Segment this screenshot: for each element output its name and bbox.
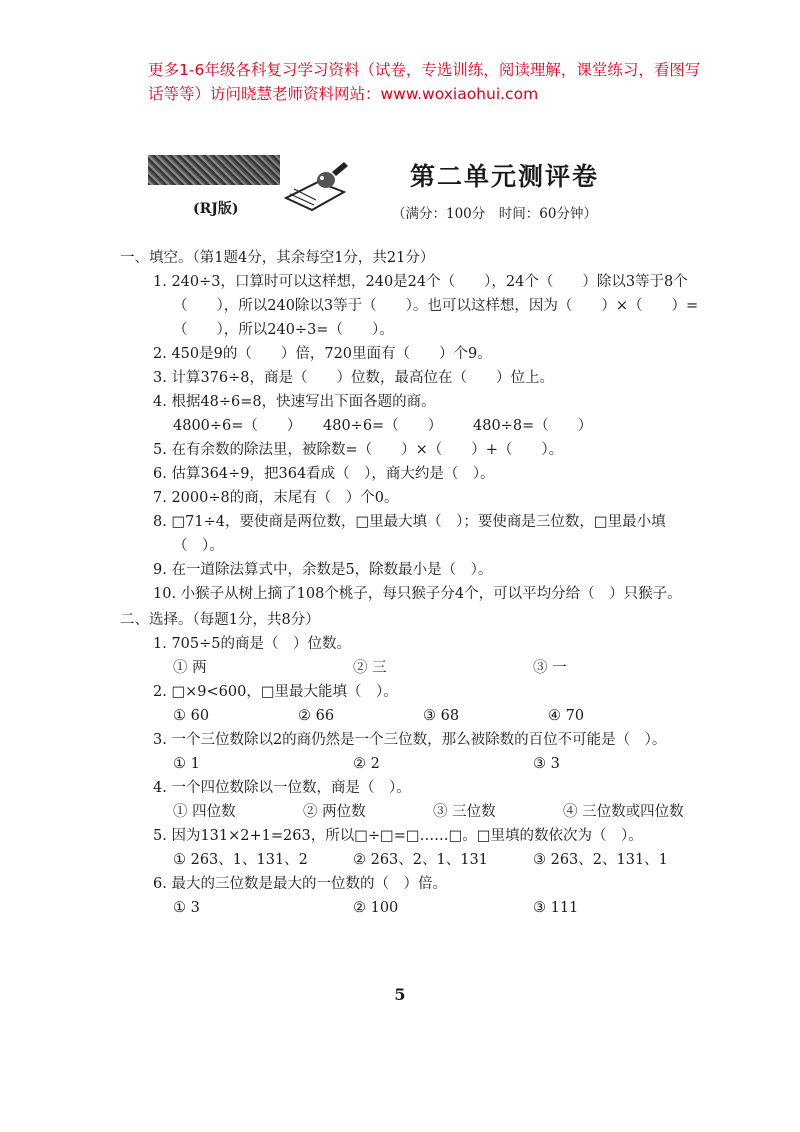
option: ③ 3 bbox=[533, 756, 560, 772]
question: 1. 240÷3，口算时可以这样想，240是24个（ ），24个（ ）除以3等于8个（ ），所以240除以3等于（ ）。也可以这样想，因为（ ）×（ ）=（ ），所以240÷3=（ ）。 bbox=[153, 274, 699, 338]
edition-label: (RJ版) bbox=[193, 201, 239, 217]
option: ② 2 bbox=[353, 756, 380, 772]
question: 2. □×9<600，□里最大能填（ ）。 bbox=[153, 684, 398, 700]
option: ② 263、2、1、131 bbox=[353, 852, 488, 868]
option: ③ 111 bbox=[533, 900, 579, 916]
question: 8. □71÷4，要使商是两位数，□里最大填（ ）；要使商是三位数，□里最小填（ ）。 bbox=[153, 514, 666, 554]
option: ③ 一 bbox=[533, 660, 567, 676]
option: ④ 70 bbox=[548, 708, 585, 724]
question: 6. 估算364÷9，把364看成（ ），商大约是（ ）。 bbox=[153, 466, 495, 482]
question: 9. 在一道除法算式中，余数是5，除数最小是（ ）。 bbox=[153, 562, 493, 578]
options bbox=[120, 752, 700, 776]
option: ② 两位数 bbox=[303, 804, 366, 820]
option: ① 四位数 bbox=[173, 804, 236, 820]
section-heading: 一、填空。（第1题4分，其余每空1分，共21分） bbox=[120, 250, 435, 266]
options bbox=[120, 848, 700, 872]
section-heading: 二、选择。（每题1分，共8分） bbox=[120, 612, 320, 628]
option: ② 100 bbox=[353, 900, 399, 916]
option: ① 1 bbox=[173, 756, 200, 772]
sub-items bbox=[120, 414, 700, 438]
option: ① 两 bbox=[173, 660, 207, 676]
option: ③ 263、2、131、1 bbox=[533, 852, 668, 868]
sub-item: 480÷6=（ ） bbox=[323, 418, 443, 434]
question: 6. 最大的三位数是最大的一位数的（ ）倍。 bbox=[153, 876, 447, 892]
question: 7. 2000÷8的商，末尾有（ ）个0。 bbox=[153, 490, 399, 506]
options bbox=[120, 656, 700, 680]
question: 3. 一个三位数除以2的商仍然是一个三位数，那么被除数的百位不可能是（ ）。 bbox=[153, 732, 667, 748]
promo-banner: 更多1-6年级各科复习学习资料（试卷，专选训练，阅读理解，课堂练习，看图写话等等）访问晓慧老师资料网站：www.woxiaohui.com bbox=[148, 61, 701, 103]
options bbox=[120, 704, 700, 728]
exam-meta: （满分：100分 时间：60分钟） bbox=[392, 206, 597, 222]
option: ① 263、1、131、2 bbox=[173, 852, 308, 868]
option: ③ 三位数 bbox=[433, 804, 496, 820]
question: 3. 计算376÷8，商是（ ）位数，最高位在（ ）位上。 bbox=[153, 370, 554, 386]
publisher-logo bbox=[148, 155, 280, 185]
options bbox=[120, 896, 700, 920]
option: ① 60 bbox=[173, 708, 210, 724]
book-icon bbox=[282, 158, 352, 220]
sub-item: 4800÷6=（ ） bbox=[173, 418, 302, 434]
option: ① 3 bbox=[173, 900, 200, 916]
option: ② 三 bbox=[353, 660, 387, 676]
question: 1. 705÷5的商是（ ）位数。 bbox=[153, 636, 351, 652]
question: 4. 一个四位数除以一位数，商是（ ）。 bbox=[153, 780, 411, 796]
option: ③ 68 bbox=[423, 708, 460, 724]
question: 5. 在有余数的除法里，被除数=（ ）×（ ）+（ ）。 bbox=[153, 442, 564, 458]
question: 10. 小猴子从树上摘了108个桃子，每只猴子分4个，可以平均分给（ ）只猴子。 bbox=[153, 586, 682, 602]
option: ② 66 bbox=[298, 708, 335, 724]
question: 2. 450是9的（ ）倍，720里面有（ ）个9。 bbox=[153, 346, 492, 362]
question: 5. 因为131×2+1=263，所以□÷□=□……□。□里填的数依次为（ ）。 bbox=[153, 828, 643, 844]
page-number: 5 bbox=[394, 985, 406, 1004]
question: 4. 根据48÷6=8，快速写出下面各题的商。 bbox=[153, 394, 436, 410]
page-title: 第二单元测评卷 bbox=[410, 162, 600, 191]
option: ④ 三位数或四位数 bbox=[563, 804, 684, 820]
exam-body bbox=[120, 244, 700, 920]
sub-item: 480÷8=（ ） bbox=[473, 418, 593, 434]
options bbox=[120, 800, 700, 824]
